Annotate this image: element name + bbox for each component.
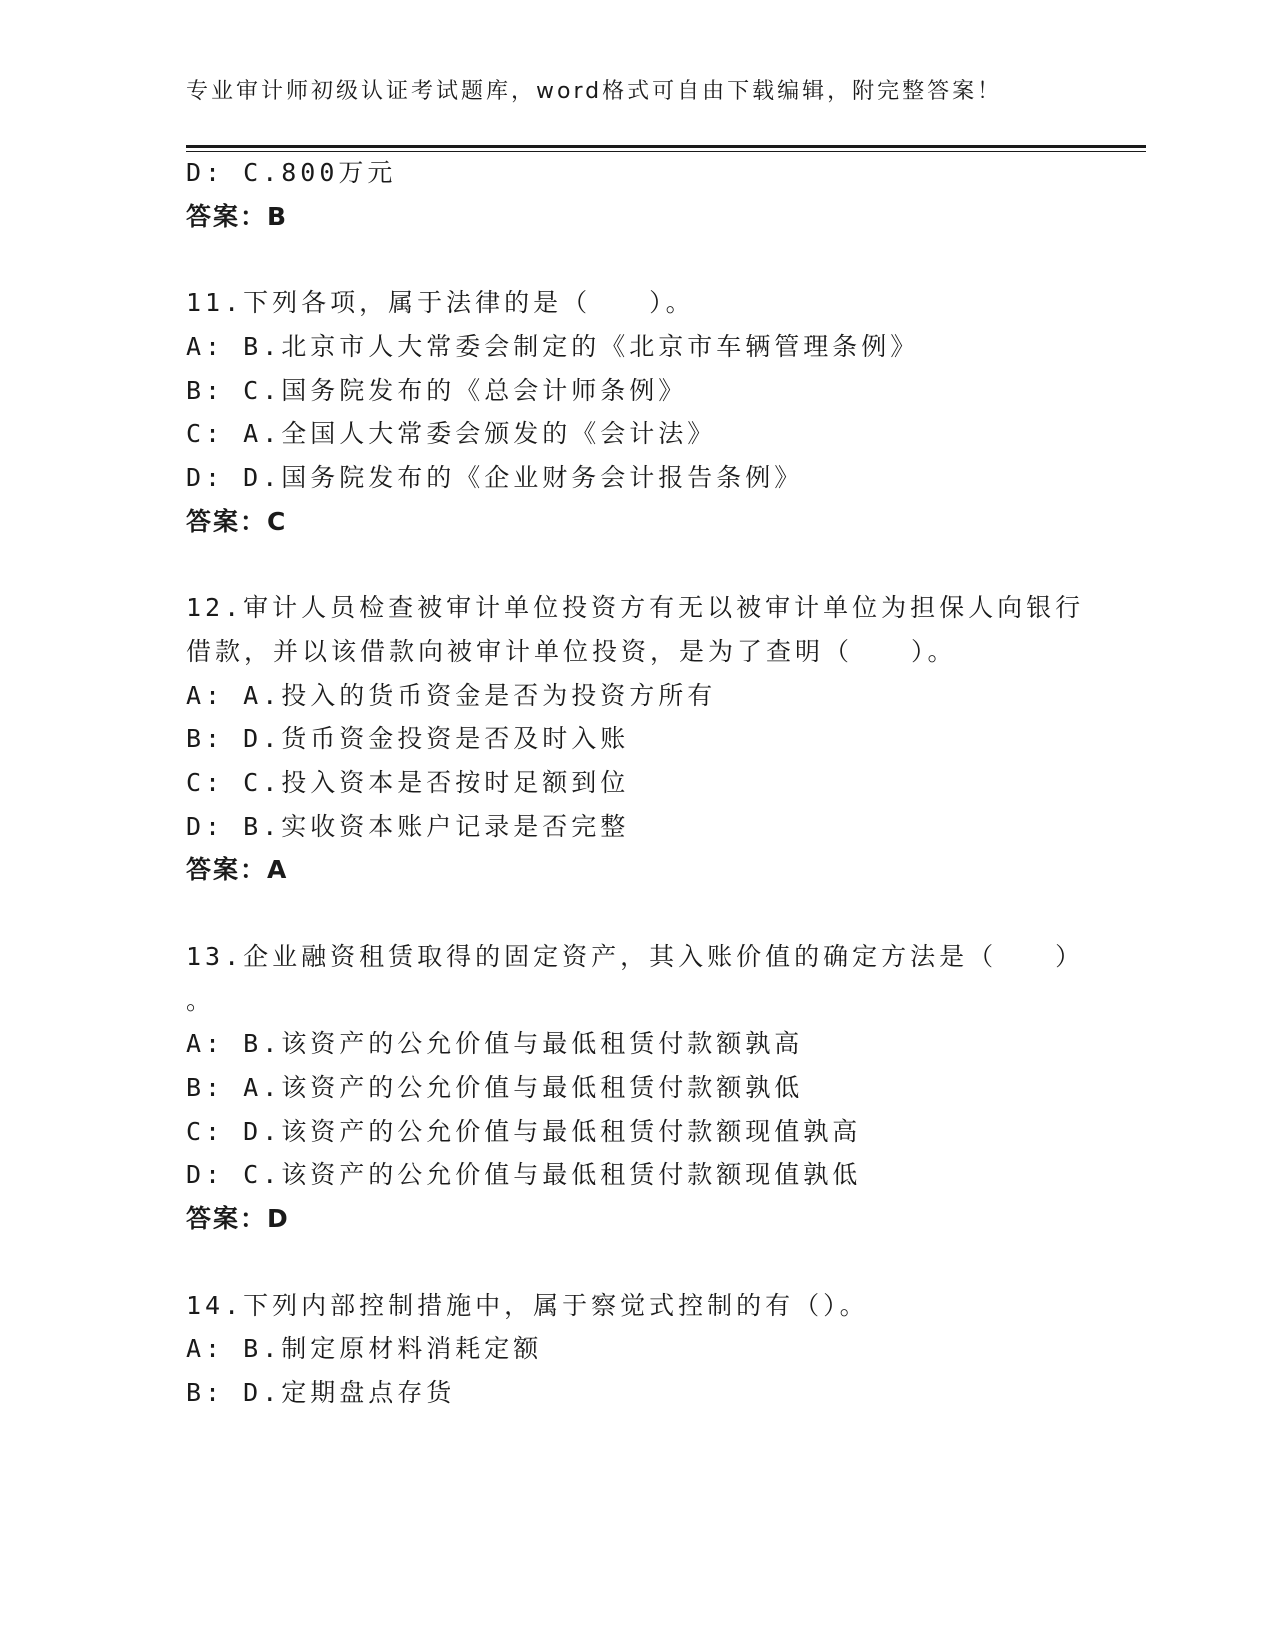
page-header: 专业审计师初级认证考试题库，word格式可自由下载编辑，附完整答案！ <box>186 79 1003 104</box>
q13-option-d: D: C.该资产的公允价值与最低租赁付款额现值孰低 <box>186 1160 862 1189</box>
q14-option-a: A: B.制定原材料消耗定额 <box>186 1334 543 1363</box>
header-rule-thick <box>186 145 1146 148</box>
q13-option-b: B: A.该资产的公允价值与最低租赁付款额孰低 <box>186 1073 804 1102</box>
q12-option-b: B: D.货币资金投资是否及时入账 <box>186 724 630 753</box>
header-rule-thin <box>186 151 1146 152</box>
q13-option-a: A: B.该资产的公允价值与最低租赁付款额孰高 <box>186 1029 804 1058</box>
q13-answer: 答案：D <box>186 1204 290 1233</box>
q12-option-a: A: A.投入的货币资金是否为投资方所有 <box>186 681 717 710</box>
q13-option-c: C: D.该资产的公允价值与最低租赁付款额现值孰高 <box>186 1117 862 1146</box>
q14-option-b: B: D.定期盘点存货 <box>186 1378 456 1407</box>
prev-option-d: D: C.800万元 <box>186 158 397 187</box>
q11-option-c: C: A.全国人大常委会颁发的《会计法》 <box>186 419 717 448</box>
q11-stem: 11.下列各项，属于法律的是（ ）。 <box>186 288 695 317</box>
q13-stem-line1: 13.企业融资租赁取得的固定资产，其入账价值的确定方法是（ ） <box>186 942 1085 971</box>
prev-answer: 答案：B <box>186 202 289 231</box>
q11-option-d: D: D.国务院发布的《企业财务会计报告条例》 <box>186 463 804 492</box>
q11-answer: 答案：C <box>186 507 288 536</box>
q11-option-a: A: B.北京市人大常委会制定的《北京市车辆管理条例》 <box>186 332 920 361</box>
q12-option-c: C: C.投入资本是否按时足额到位 <box>186 768 630 797</box>
q12-stem-line2: 借款，并以该借款向被审计单位投资，是为了查明（ ）。 <box>186 637 957 666</box>
q12-stem-line1: 12.审计人员检查被审计单位投资方有无以被审计单位为担保人向银行 <box>186 593 1085 622</box>
q12-answer: 答案：A <box>186 855 289 884</box>
q13-stem-line2: 。 <box>186 986 216 1015</box>
q14-stem: 14.下列内部控制措施中，属于察觉式控制的有（）。 <box>186 1291 869 1320</box>
q11-option-b: B: C.国务院发布的《总会计师条例》 <box>186 376 688 405</box>
q12-option-d: D: B.实收资本账户记录是否完整 <box>186 812 630 841</box>
